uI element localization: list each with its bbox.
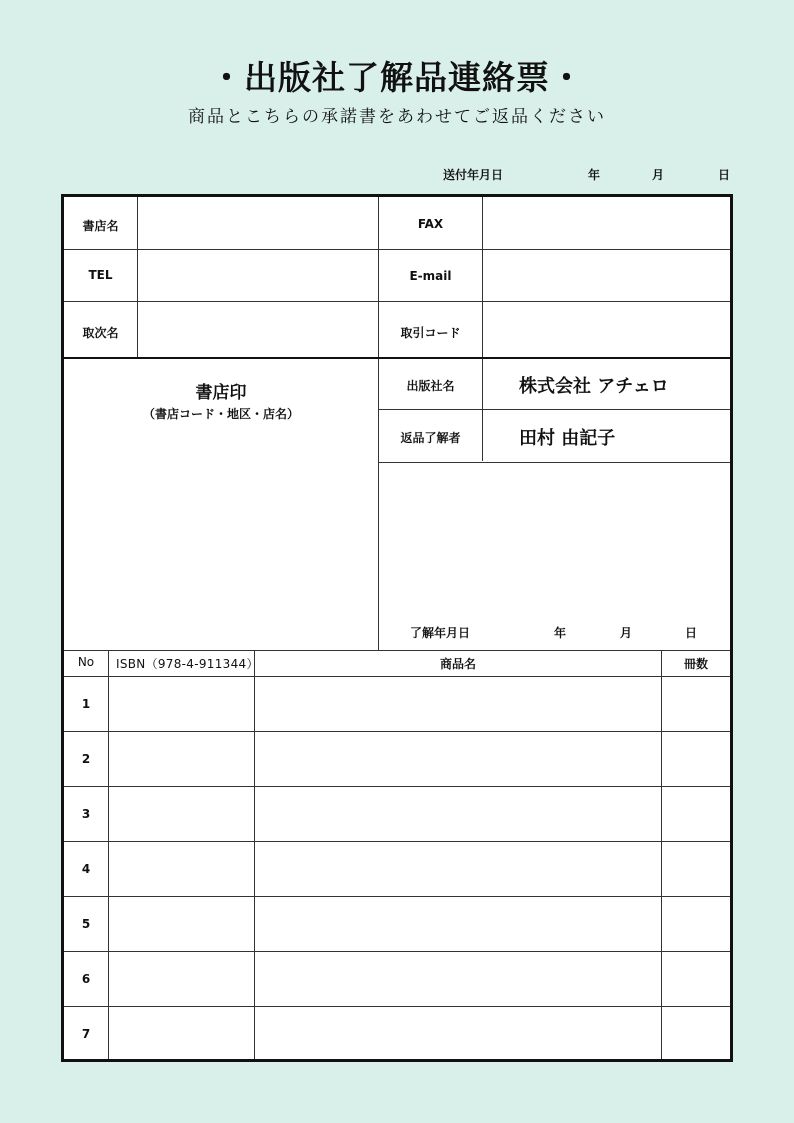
trade-code-field[interactable] — [483, 302, 729, 356]
divider — [378, 197, 379, 650]
sent-date-year: 年 — [588, 168, 601, 182]
row-divider — [64, 786, 730, 787]
title-field[interactable] — [255, 733, 660, 785]
isbn-field[interactable] — [109, 788, 253, 840]
approval-date-month: 月 — [620, 626, 633, 640]
approval-date-day: 日 — [685, 626, 698, 640]
fax-label: FAX — [417, 217, 444, 231]
row-divider — [64, 951, 730, 952]
publisher-stamp-area[interactable] — [380, 465, 728, 615]
title-field[interactable] — [255, 953, 660, 1005]
email-label: E-mail — [409, 269, 452, 283]
table-top — [64, 650, 730, 651]
tel-field[interactable] — [138, 250, 377, 300]
sent-date-label: 送付年月日 — [443, 168, 504, 182]
title-field[interactable] — [255, 1008, 660, 1058]
count-field[interactable] — [662, 788, 729, 840]
count-field[interactable] — [662, 733, 729, 785]
row-number: 4 — [81, 862, 91, 876]
isbn-field[interactable] — [109, 843, 253, 895]
publisher-value: 株式会社 アチェロ — [519, 376, 669, 397]
approval-date-label: 了解年月日 — [410, 626, 471, 640]
page-title: ・出版社了解品連絡票・ — [210, 58, 584, 97]
sent-date-day: 日 — [718, 168, 731, 182]
count-field[interactable] — [662, 678, 729, 730]
count-field[interactable] — [662, 843, 729, 895]
column-header-no: No — [77, 655, 95, 669]
column-header-isbn: ISBN（978-4-911344） — [116, 657, 259, 671]
approver-label: 返品了解者 — [400, 431, 461, 445]
count-field[interactable] — [662, 898, 729, 950]
row-number: 1 — [81, 697, 91, 711]
approval-date-year: 年 — [554, 626, 567, 640]
distributor-field[interactable] — [138, 302, 377, 356]
row-number: 3 — [81, 807, 91, 821]
divider — [378, 409, 730, 410]
shop-name-label: 書店名 — [82, 219, 119, 233]
row-divider — [64, 1006, 730, 1007]
row-number: 6 — [81, 972, 91, 986]
page-subtitle: 商品とこちらの承諾書をあわせてご返品ください — [188, 107, 606, 127]
isbn-field[interactable] — [109, 678, 253, 730]
section-divider — [64, 357, 730, 359]
fax-field[interactable] — [483, 198, 729, 248]
approver-value: 田村 由記子 — [519, 428, 616, 449]
row-number: 7 — [81, 1027, 91, 1041]
column-header-title: 商品名 — [439, 657, 476, 671]
column-header-count: 冊数 — [683, 657, 708, 671]
row-number: 2 — [81, 752, 91, 766]
sent-date-month: 月 — [652, 168, 665, 182]
count-field[interactable] — [662, 1008, 729, 1058]
email-field[interactable] — [483, 250, 729, 300]
table-header-divider — [64, 676, 730, 677]
divider — [378, 462, 730, 463]
form-sheet — [61, 194, 733, 1062]
stamp-note: （書店コード・地区・店名） — [142, 407, 299, 421]
isbn-field[interactable] — [109, 733, 253, 785]
row-divider — [64, 841, 730, 842]
title-field[interactable] — [255, 898, 660, 950]
shop-name-field[interactable] — [138, 198, 377, 248]
count-field[interactable] — [662, 953, 729, 1005]
row-number: 5 — [81, 917, 91, 931]
publisher-label: 出版社名 — [406, 379, 455, 393]
distributor-label: 取次名 — [82, 326, 119, 340]
title-field[interactable] — [255, 678, 660, 730]
tel-label: TEL — [88, 268, 113, 282]
title-field[interactable] — [255, 788, 660, 840]
isbn-field[interactable] — [109, 898, 253, 950]
row-divider — [64, 731, 730, 732]
shop-stamp-area[interactable] — [70, 429, 370, 644]
isbn-field[interactable] — [109, 953, 253, 1005]
stamp-title: 書店印 — [195, 383, 247, 403]
trade-code-label: 取引コード — [400, 326, 461, 340]
title-field[interactable] — [255, 843, 660, 895]
isbn-field[interactable] — [109, 1008, 253, 1058]
row-divider — [64, 896, 730, 897]
